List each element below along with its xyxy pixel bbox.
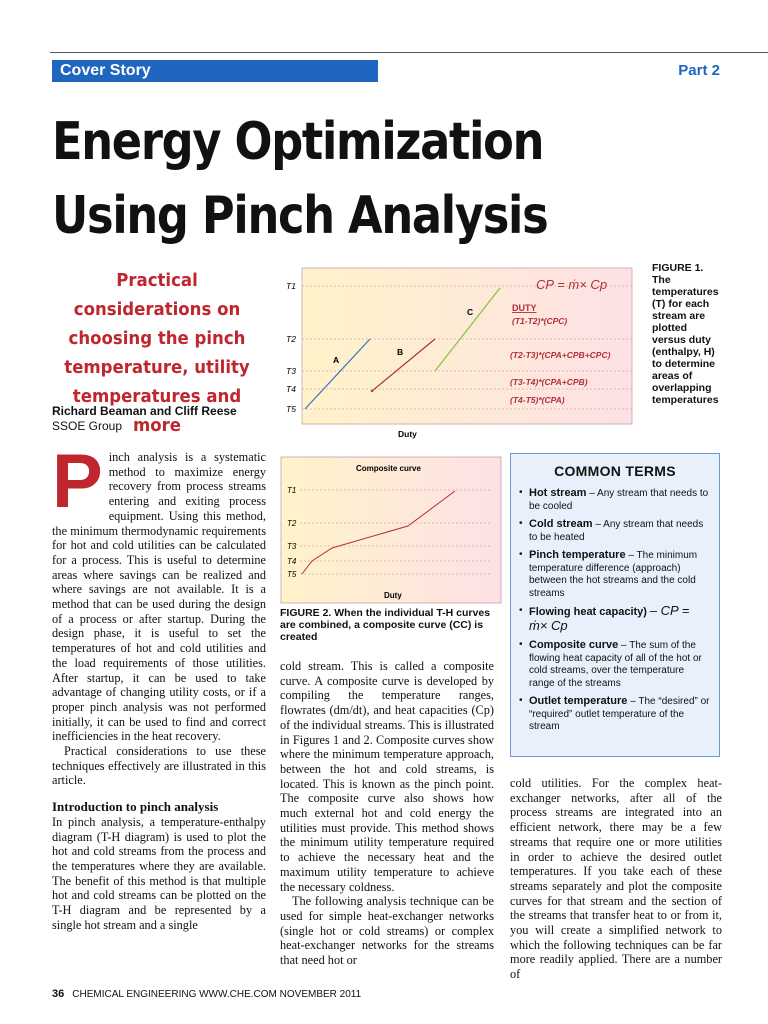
common-terms-box xyxy=(510,453,720,757)
fig2-t1-label: T1 xyxy=(287,486,297,495)
term-name: Cold stream xyxy=(529,518,593,530)
term-definition: – CP = ṁ× Cp xyxy=(529,603,690,633)
fig2-t3-label: T3 xyxy=(287,542,297,551)
term-name: Composite curve xyxy=(529,639,619,651)
paragraph: cold stream. This is called a composite curve. A composite curve is developed by compiling the temperature ranges, flowrates (dm/dt), and heat capacities (Cp) of the individual streams. This is illustrated in Figures 1 and 2. Composite curves show where the minimum temperature approach, between the hot and cold streams, is located. This is known as the pinch point. The composite curve also shows how much external hot and cold energy the utilities must provide. This method shows the minimum utility temperature required to achieve the necessary heat and the maximum utility temperature to achieve the necessary coldness. xyxy=(280,659,494,894)
figure-1-caption-text: The temperatures (T) for each stream are plotted versus duty (enthalpy, H) to determine areas of overlapping temperatures xyxy=(652,274,719,406)
figure-2-chart xyxy=(280,456,502,604)
byline xyxy=(52,404,272,434)
stream-b-start-point xyxy=(371,390,373,392)
paragraph: Practical considerations to use these techniques effectively are illustrated in this article. xyxy=(52,744,266,788)
intro-paragraph: inch analysis is a systematic method to maximize energy recovery from process streams entering and exiting process equipment. Using this method, the minimum thermodynamic requirements for hot and cold utilities can be calculated for a process. This is useful to determine areas where savings can be realized and where savings are not available. It is a method that can be used during the design of a process or after startup. During the design phase, it is useful to set the temperatures of hot and cold utilities and the load requirements of those utilities. After startup, it can be used to take advantage of changing utility costs, or if a proper pinch analysis was not performed initially, it can be used to find and correct inefficiencies in the heat recovery. xyxy=(52,450,266,744)
authors: Richard Beaman and Cliff Reese xyxy=(52,404,237,418)
footer-text: CHEMICAL ENGINEERING WWW.CHE.COM NOVEMBER 2011 xyxy=(72,989,362,1000)
term-definition: – The “desired” or “required” outlet temperature of the stream xyxy=(529,696,710,732)
article-column-2 xyxy=(280,659,494,968)
term-name: Flowing heat capacity) xyxy=(529,606,647,618)
deck: Practical considerations on choosing the pinch temperature, utility temperatures and more xyxy=(64,270,250,436)
term-definition: – Any stream that needs to be cooled xyxy=(529,488,709,512)
fig2-t2-label: T2 xyxy=(287,519,297,528)
common-terms-list xyxy=(511,487,719,734)
page-footer xyxy=(52,988,361,1000)
term-item xyxy=(519,639,711,690)
figure-1-chart xyxy=(280,264,646,444)
term-item xyxy=(519,487,711,513)
fig1-t4-label: T4 xyxy=(286,384,296,394)
figure-1-caption-label: FIGURE 1. xyxy=(652,262,704,274)
figure-1-caption xyxy=(652,262,722,406)
duty-row-3: (T3-T4)*(CPA+CPB) xyxy=(510,377,588,387)
term-name: Outlet temperature xyxy=(529,695,628,707)
figure-2-caption-label: FIGURE 2. xyxy=(280,607,332,619)
fig2-t5-label: T5 xyxy=(287,570,297,579)
paragraph: The following analysis technique can be used for simple heat-exchanger networks (single hot or cold streams) or complex heat-exchanger networks for the streams that need hot or xyxy=(280,894,494,968)
fig2-t4-label: T4 xyxy=(287,557,297,566)
fig2-title: Composite curve xyxy=(356,464,421,473)
top-rule xyxy=(50,52,768,53)
fig1-t5-label: T5 xyxy=(286,404,296,414)
paragraph: cold utilities. For the complex heat-exchanger networks, after all of the process streams are integrated into an efficient network, there may be a few streams that require one or more utilities in order to achieve the desired outlet temperatures. If you take each of these streams separately and plot the composite curves for that stream and the section of the streams that transfer heat to or from it, you will create a simplified network to which the following techniques can be far more readily applied. There are a number of xyxy=(510,776,722,982)
term-item xyxy=(519,518,711,544)
term-name: Pinch temperature xyxy=(529,549,626,561)
duty-row-4: (T4-T5)*(CPA) xyxy=(510,395,565,405)
fig1-t2-label: T2 xyxy=(286,334,296,344)
term-definition: – Any stream that needs to be heated xyxy=(529,519,704,543)
duty-row-1: (T1-T2)*(CPC) xyxy=(512,316,568,326)
term-definition: – The sum of the flowing heat capacity of all of the hot or cold streams, over the temperature range of the streams xyxy=(529,640,702,689)
figure-2-frame xyxy=(281,457,501,603)
section-subhead: Introduction to pinch analysis xyxy=(52,799,219,815)
page-number: 36 xyxy=(52,988,65,1000)
article-column-1 xyxy=(52,439,266,933)
fig2-x-axis-label: Duty xyxy=(384,591,402,600)
fig1-t3-label: T3 xyxy=(286,366,296,376)
drop-cap: P xyxy=(52,439,103,524)
affiliation: SSOE Group xyxy=(52,419,123,433)
figure-2-caption-text: When the individual T-H curves are combined, a composite curve (CC) is created xyxy=(280,607,491,643)
stream-c-label: C xyxy=(467,307,474,317)
term-name: Hot stream xyxy=(529,487,587,499)
article-column-3 xyxy=(510,776,722,982)
fig1-x-axis-label: Duty xyxy=(398,429,417,439)
paragraph: In pinch analysis, a temperature-enthalpy diagram (T-H diagram) is used to plot the hot and cold streams from the process and the temperatures where they are available. The benefit of this method is that multiple hot and cold streams can be plotted on the T-H diagram and be represented by a single hot stream and a single xyxy=(52,814,266,932)
stream-b-label: B xyxy=(397,347,404,357)
common-terms-heading: COMMON TERMS xyxy=(554,463,676,479)
cp-equation: CP = ṁ× Cp xyxy=(536,277,608,292)
term-item xyxy=(519,549,711,600)
term-item xyxy=(519,695,711,734)
headline-line1: Energy Optimization xyxy=(52,112,544,172)
term-item xyxy=(519,605,711,634)
stream-a-label: A xyxy=(333,355,340,365)
duty-row-2: (T2-T3)*(CPA+CPB+CPC) xyxy=(510,350,611,360)
section-banner: Cover Story xyxy=(52,60,378,82)
term-definition: – The minimum temperature difference (approach) between the hot streams and the cold streams xyxy=(529,550,698,599)
figure-2-caption xyxy=(280,607,502,643)
duty-heading: DUTY xyxy=(512,303,537,313)
part-label: Part 2 xyxy=(678,62,720,79)
fig1-t1-label: T1 xyxy=(286,281,296,291)
headline-line2: Using Pinch Analysis xyxy=(52,186,548,246)
